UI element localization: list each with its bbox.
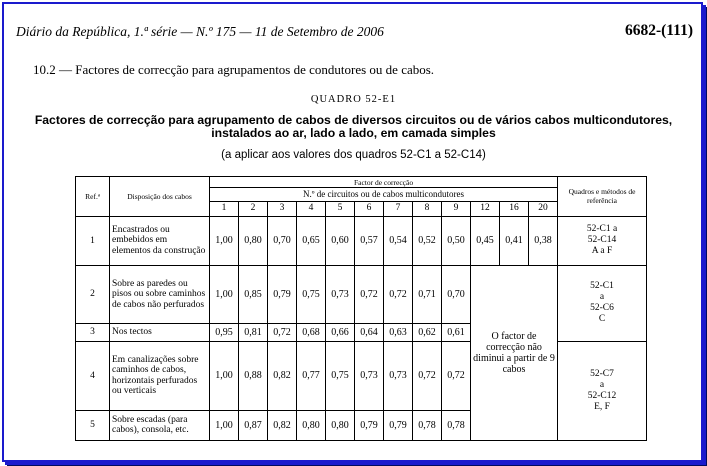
page-number: 6682-(111) [624,22,693,39]
factor-cell: 0,80 [297,410,326,440]
factor-cell: 0,80 [239,216,268,265]
factor-cell: 0,78 [413,410,442,440]
factor-cell: 0,57 [355,216,384,265]
quadro-ref: E, F [594,401,610,412]
factor-cell: 0,73 [355,341,384,410]
factor-cell: 0,72 [384,265,413,323]
row-ref: 1 [76,216,110,265]
circuit-count: 16 [500,202,529,217]
header-disposition: Disposição dos cabos [110,177,210,217]
circuit-count: 6 [355,202,384,217]
header-ref: Ref.ª [76,177,110,217]
factor-cell: 0,82 [268,341,297,410]
factor-cell: 0,82 [268,410,297,440]
factor-cell: 0,80 [326,410,355,440]
factor-cell: 0,45 [471,216,500,265]
quadro-ref: 52-C7 [590,368,614,379]
factor-cell: 0,64 [355,324,384,342]
journal-header: Diário da República, 1.ª série — N.º 175 — 11 de Setembro de 2006 [16,24,384,39]
header-factor: Factor de correcção [210,177,558,188]
row-ref: 3 [76,324,110,342]
factor-cell: 0,73 [384,341,413,410]
factor-cell: 0,72 [268,324,297,342]
row-ref: 2 [76,265,110,323]
factor-cell: 0,75 [326,341,355,410]
factor-cell: 0,68 [297,324,326,342]
quadro-ref: a [599,379,605,390]
table-title-line-1: Factores de correcção para agrupamento de cabos de diversos circuitos ou de vários cabos multicondutores, [34,113,673,127]
factor-cell: 0,95 [210,324,239,342]
factor-cell: 0,38 [529,216,558,265]
quadro-ref: 52-C12 [587,390,617,401]
circuit-count: 4 [297,202,326,217]
table-title-line-2: instalados ao ar, lado a lado, em camada simples [211,126,496,140]
factor-cell: 0,70 [442,265,471,323]
factor-cell: 0,77 [297,341,326,410]
circuit-count: 7 [384,202,413,217]
factor-cell: 0,66 [326,324,355,342]
quadro-ref: a [599,292,605,303]
row-disposition: Encastrados ou embebidos em elementos da construção [110,216,210,265]
factor-cell: 0,50 [442,216,471,265]
circuit-count: 5 [326,202,355,217]
table-row [76,216,647,265]
factor-cell: 0,72 [355,265,384,323]
header-quadros: Quadros e métodos de referência [558,177,647,217]
table-row [76,341,647,410]
row-disposition: Sobre as paredes ou pisos ou sobre caminhos de cabos não perfurados [110,265,210,323]
row-quadros [558,216,647,265]
factor-cell: 0,81 [239,324,268,342]
correction-factors-table [75,176,647,441]
row-disposition: Sobre escadas (para cabos), consola, etc. [110,410,210,440]
row-quadros [558,341,647,440]
factor-cell: 0,71 [413,265,442,323]
factor-cell: 0,72 [442,341,471,410]
factor-cell: 0,85 [239,265,268,323]
factor-cell: 1,00 [210,265,239,323]
factor-cell: 0,60 [326,216,355,265]
factor-cell: 1,00 [210,410,239,440]
quadro-ref: A a F [591,246,613,257]
circuit-count: 1 [210,202,239,217]
quadro-ref: 52-C1 a [586,224,618,235]
factor-cell: 0,75 [297,265,326,323]
header-circuits: N.º de circuitos ou de cabos multicondutores [210,188,558,202]
factor-cell: 0,61 [442,324,471,342]
row-disposition: Nos tectos [110,324,210,342]
factor-cell: 0,87 [239,410,268,440]
factor-cell: 0,72 [413,341,442,410]
factor-cell: 0,70 [268,216,297,265]
circuit-count: 2 [239,202,268,217]
section-heading: 10.2 — Factores de correcção para agrupamentos de condutores ou de cabos. [33,62,435,77]
quadro-ref: C [598,314,606,325]
factor-cell: 0,54 [384,216,413,265]
factor-cell: 0,78 [442,410,471,440]
factor-cell: 0,73 [326,265,355,323]
factor-cell: 0,63 [384,324,413,342]
row-disposition: Em canalizações sobre caminhos de cabos, horizontais perfurados ou verticais [110,341,210,410]
factor-cell: 1,00 [210,341,239,410]
quadro-label: QUADRO 52-E1 [310,94,397,105]
quadro-ref: 52-C14 [587,235,617,246]
factor-cell: 0,41 [500,216,529,265]
factor-cell: 1,00 [210,216,239,265]
circuit-count: 8 [413,202,442,217]
circuit-count: 3 [268,202,297,217]
factor-cell: 0,79 [384,410,413,440]
table-title [0,114,707,140]
factor-cell: 0,79 [355,410,384,440]
factor-cell: 0,79 [268,265,297,323]
quadro-ref: 52-C1 [590,281,614,292]
factor-cell: 0,62 [413,324,442,342]
row-ref: 4 [76,341,110,410]
factor-cell: 0,88 [239,341,268,410]
circuit-count: 9 [442,202,471,217]
circuit-count: 20 [529,202,558,217]
quadro-ref: 52-C6 [590,303,614,314]
factor-cell: 0,65 [297,216,326,265]
factor-cell: 0,52 [413,216,442,265]
row-ref: 5 [76,410,110,440]
row-quadros [558,265,647,341]
circuit-count: 12 [471,202,500,217]
table-row [76,265,647,323]
table-subtitle: (a aplicar aos valores dos quadros 52-C1 a 52-C14) [221,149,486,161]
correction-note: O factor de correcção não diminui a partir de 9 cabos [471,265,558,440]
